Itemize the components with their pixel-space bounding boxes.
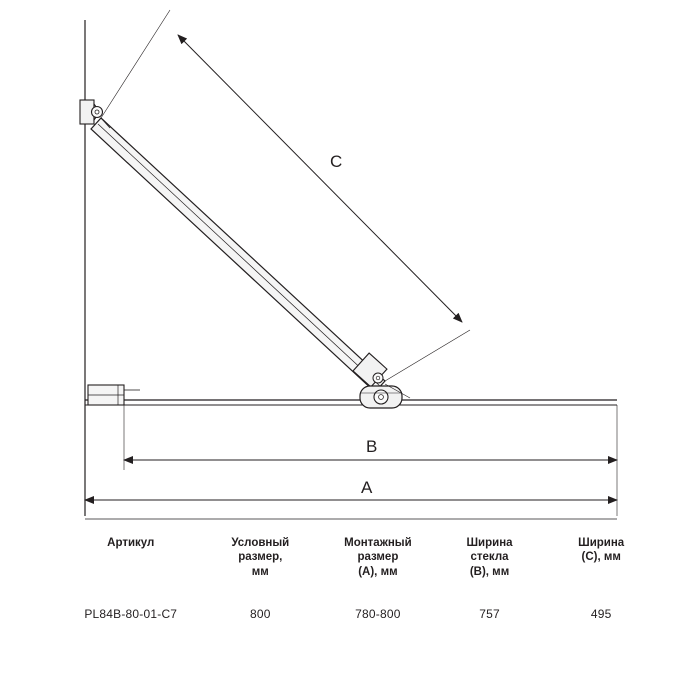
header-nominal-size-line2: размер, [238, 551, 283, 564]
cell-glass-width: 757 [479, 607, 500, 622]
header-article-line1: Артикул [107, 537, 155, 549]
header-mount-size [319, 536, 437, 579]
dimension-label-a: A [361, 478, 373, 497]
specification-table-wrapper [60, 536, 660, 621]
header-glass-width-line3: (B), мм [469, 565, 510, 578]
header-width-c [542, 536, 660, 579]
header-nominal-size-line1: Условный [231, 537, 290, 549]
header-article [60, 536, 202, 579]
header-glass-width [437, 536, 543, 579]
specification-table [60, 536, 660, 621]
cell-nominal-size: 800 [250, 607, 271, 622]
dimension-label-c: C [330, 152, 343, 171]
cell-width-c: 495 [590, 607, 612, 622]
header-width-c-line1: Ширина [578, 537, 625, 549]
dimension-c-witness-lines [101, 10, 470, 398]
dimension-label-b: B [366, 437, 378, 456]
header-mount-size-line1: Монтажный [344, 537, 412, 549]
cell-article: PL84B-80-01-C7 [84, 607, 178, 622]
header-mount-size-line2: размер [357, 551, 399, 564]
header-glass-width-line1: Ширина [466, 537, 513, 549]
header-mount-size-line3: (A), мм [358, 565, 398, 578]
cell-mount-size: 780-800 [355, 607, 401, 622]
glass-horizontal-line [85, 400, 617, 405]
header-nominal-size [202, 536, 320, 579]
wall-profile-bracket [88, 385, 140, 405]
dimension-c-arrow [178, 35, 462, 322]
table-row [60, 579, 660, 621]
header-width-c-line2: (C), мм [581, 551, 621, 564]
header-glass-width-line2: стекла [470, 551, 509, 564]
table-header-row [60, 536, 660, 579]
floor-pivot-hinge [360, 386, 402, 408]
header-nominal-size-line3: мм [251, 565, 269, 578]
